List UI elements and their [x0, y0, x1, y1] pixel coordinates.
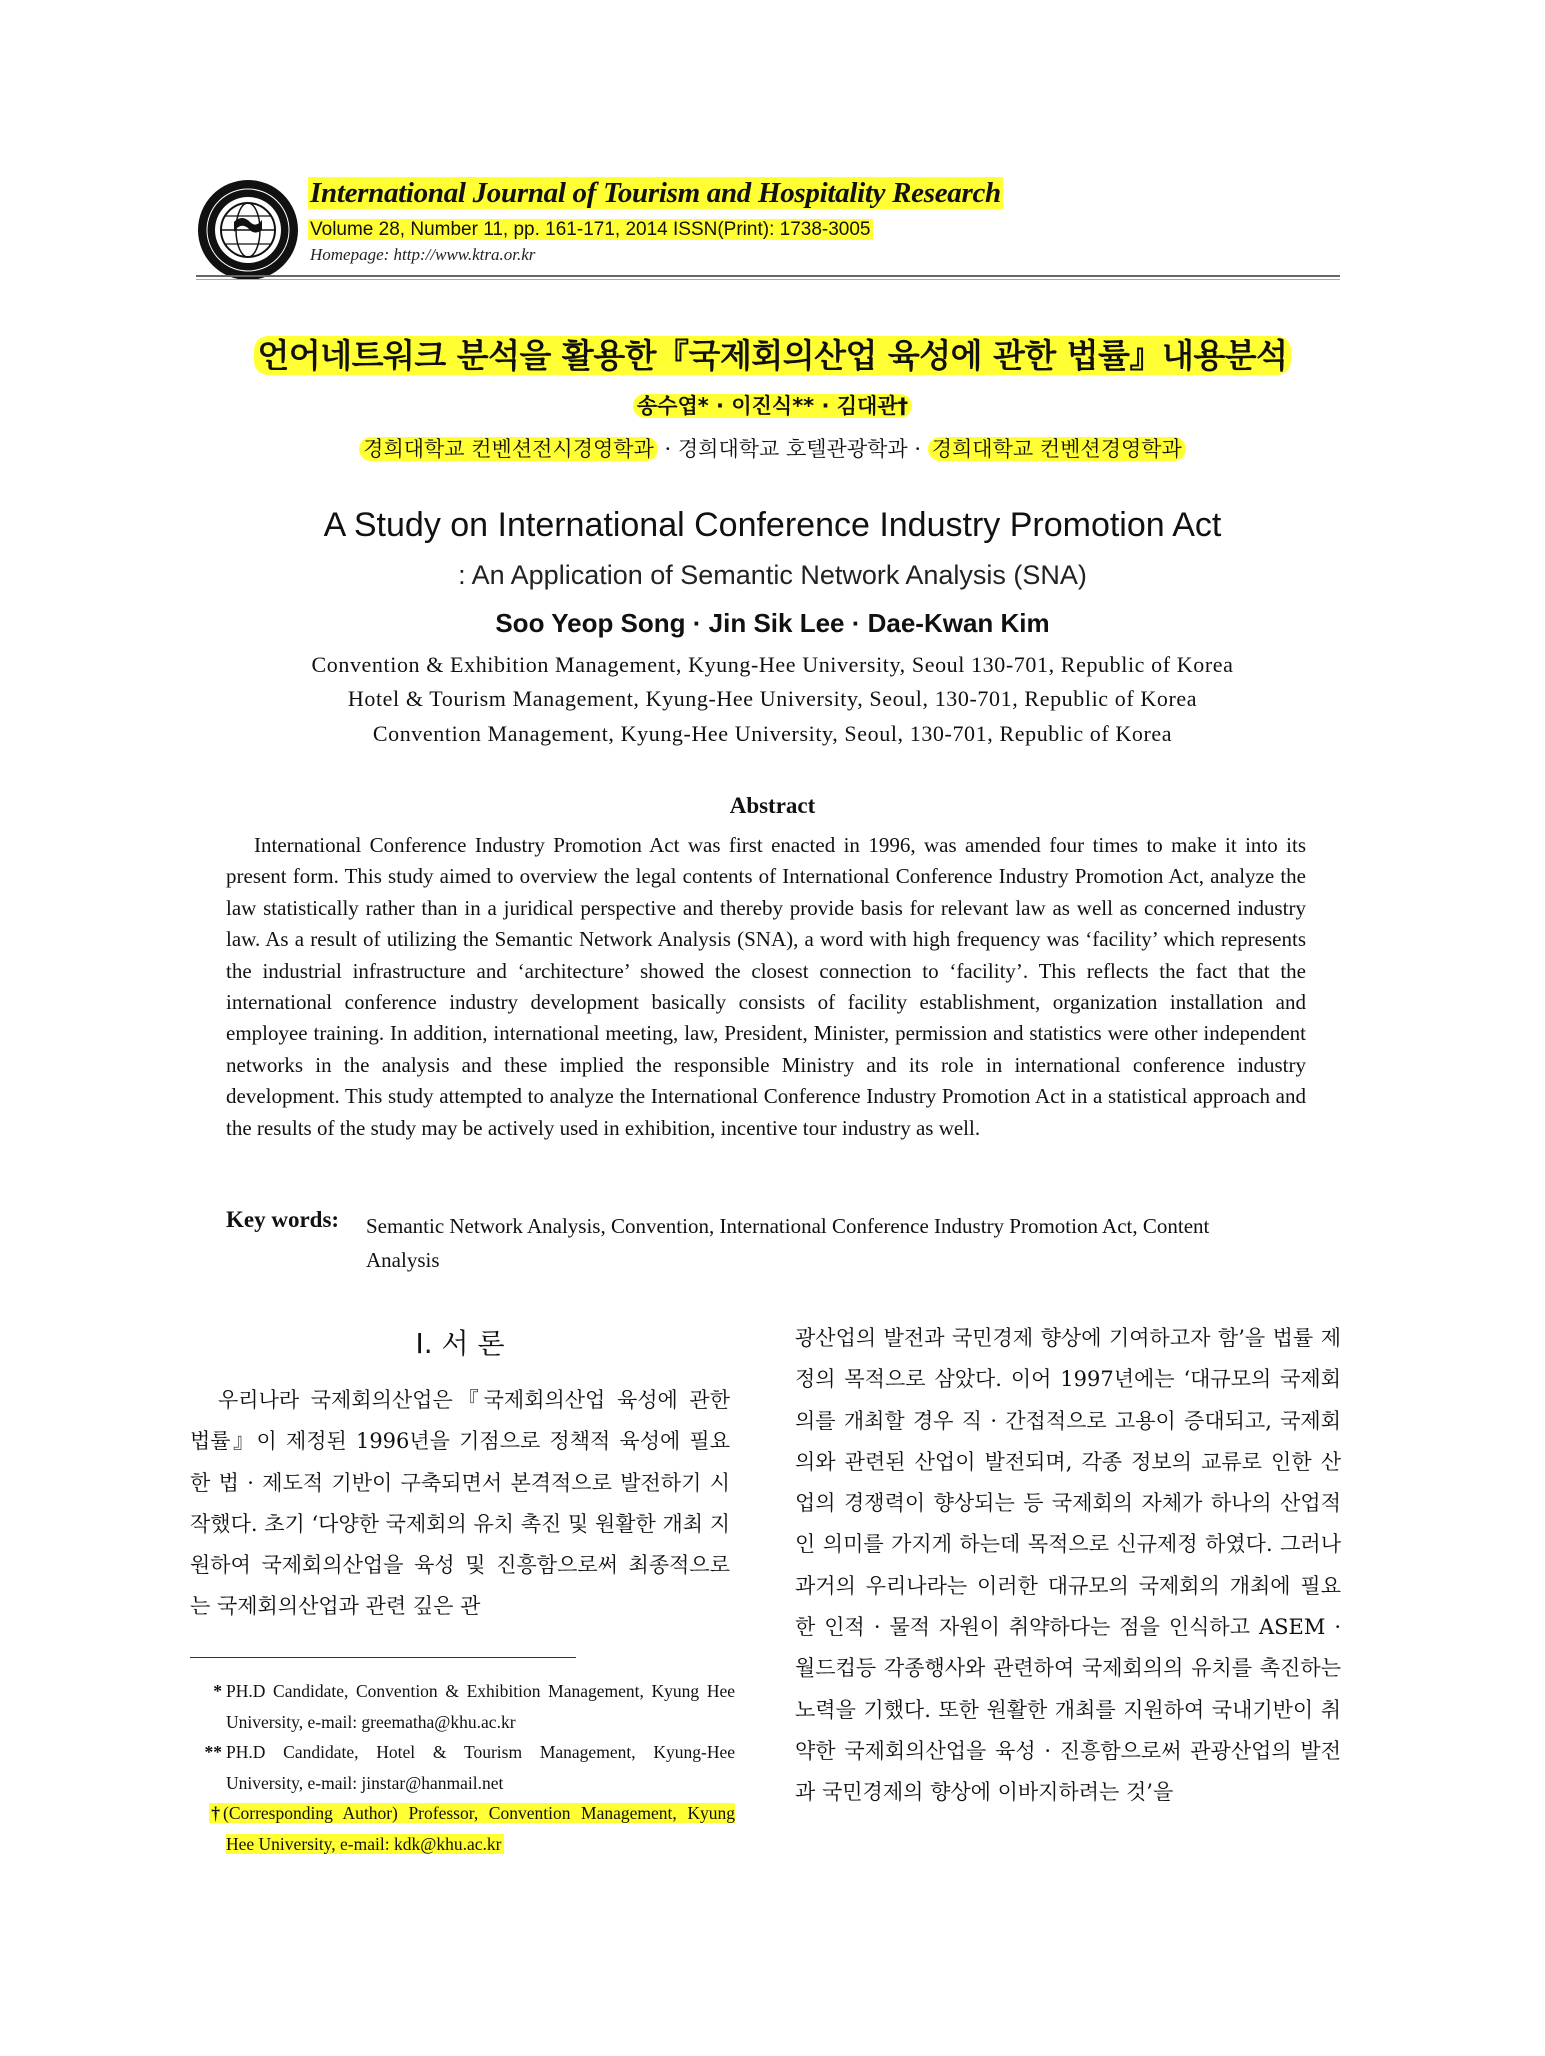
- footnote-mark: †: [211, 1803, 220, 1823]
- english-affiliation: Convention & Exhibition Management, Kyung-Hee University, Seoul 130-701, Republic of Korea: [311, 652, 1234, 677]
- korean-affiliations: 경희대학교 컨벤션전시경영학과 · 경희대학교 호텔관광학과 · 경희대학교 컨벤션경영학과: [0, 433, 1545, 463]
- footnote: [190, 1737, 735, 1798]
- header-divider: [196, 275, 1340, 280]
- english-affiliation: Convention Management, Kyung-Hee University, Seoul, 130-701, Republic of Korea: [372, 721, 1173, 746]
- korean-authors: 송수엽* · 이진식** · 김대관†: [0, 390, 1545, 420]
- journal-name: International Journal of Tourism and Hospitality Research: [310, 177, 1001, 209]
- abstract-text: International Conference Industry Promotion Act was first enacted in 1996, was amended four times to make it into its present form. This study aimed to overview the legal contents of International Conference Industry Promotion Act, analyze the law statistically rather than in a juridical perspective and thereby provide basis for relevant law as well as concerned industry law. As a result of utilizing the Semantic Network Analysis (SNA), a word with high frequency was ‘facility’ which represents the industrial infrastructure and ‘architecture’ showed the closest connection to ‘facility’. This reflects the fact that the international conference industry development basically consists of facility establishment, organization installation and employee training. In addition, international meeting, law, President, Minister, permission and statistics were other independent networks in the analysis and these implied the responsible Ministry and its role in international conference industry development. This study attempted to analyze the International Conference Industry Promotion Act in a statistical approach and the results of the study may be actively used in exhibition, incentive tour industry as well.: [226, 833, 1306, 1140]
- body-left-column: 우리나라 국제회의산업은『국제회의산업 육성에 관한 법률』이 제정된 1996년을 기점으로 정책적 육성에 필요한 법 · 제도적 기반이 구축되면서 본격적으로 발전하기 시작했다. 초기 ‘다양한 국제회의 유치 촉진 및 원활한 개최 지원하여 국제회의산업을 육성 및 진흥함으로써 최종적으로는 국제회의산업과 관련 깊은 관: [190, 1388, 731, 1619]
- english-affiliation: Hotel & Tourism Management, Kyung-Hee University, Seoul, 130-701, Republic of Korea: [347, 686, 1198, 711]
- footnote-text: PH.D Candidate, Hotel & Tourism Management, Kyung-Hee University, e-mail: jinstar@hanmail.net: [226, 1742, 735, 1793]
- korean-affiliation-2: 경희대학교 호텔관광학과: [677, 437, 908, 461]
- footnote-corresponding-author: [190, 1798, 735, 1859]
- keywords-text: Semantic Network Analysis, Convention, International Conference Industry Promotion Act, Content Analysis: [366, 1214, 1210, 1272]
- journal-volume-line: Volume 28, Number 11, pp. 161-171, 2014 ISSN(Print): 1738-3005: [310, 219, 871, 240]
- keywords-label: Key words:: [226, 1207, 340, 1232]
- abstract-heading: Abstract: [729, 793, 816, 818]
- footnote-mark: **: [204, 1742, 222, 1762]
- english-subtitle: : An Application of Semantic Network Analysis (SNA): [458, 560, 1087, 590]
- footnote-divider: [190, 1657, 576, 1658]
- footnote-text: (Corresponding Author) Professor, Convention Management, Kyung Hee University, e-mail: kdk@khu.ac.kr: [220, 1803, 735, 1854]
- english-title: A Study on International Conference Industry Promotion Act: [323, 506, 1222, 544]
- journal-homepage: Homepage: http://www.ktra.or.kr: [310, 245, 536, 264]
- korean-affiliation-3: 경희대학교 컨벤션경영학과: [928, 437, 1186, 461]
- english-authors: Soo Yeop Song · Jin Sik Lee · Dae-Kwan Kim: [495, 608, 1050, 638]
- korean-affiliation-1: 경희대학교 컨벤션전시경영학과: [359, 437, 658, 461]
- footnote: [190, 1676, 735, 1737]
- footnotes: [190, 1676, 735, 1859]
- footnote-text: PH.D Candidate, Convention & Exhibition Management, Kyung Hee University, e-mail: greematha@khu.ac.kr: [226, 1681, 735, 1732]
- korean-title: 언어네트워크 분석을 활용한『국제회의산업 육성에 관한 법률』내용분석: [0, 330, 1545, 377]
- body-right-column: 광산업의 발전과 국민경제 향상에 기여하고자 함’을 법률 제정의 목적으로 삼았다. 이어 1997년에는 ‘대규모의 국제회의를 개최할 경우 직 · 간접적으로 고용이 증대되고, 국제회의와 관련된 산업이 발전되며, 각종 정보의 교류로 인한 산업의 경쟁력이 향상되는 등 국제회의 자체가 하나의 산업적인 의미를 가지게 하는데 목적으로 신규제정 하였다. 그러나 과거의 우리나라는 이러한 대규모의 국제회의 개최에 필요한 인적 · 물적 자원이 취약하다는 점을 인식하고 ASEM · 월드컵등 각종행사와 관련하여 국제회의의 유치를 촉진하는 노력을 기했다. 또한 원활한 개최를 지원하여 국내기반이 취약한 국제회의산업을 육성 · 진흥함으로써 관광산업의 발전과 국민경제의 향상에 이바지하려는 것’을: [795, 1326, 1341, 1805]
- footnote-mark: *: [213, 1681, 222, 1701]
- journal-logo: [196, 178, 300, 282]
- section-heading: Ⅰ. 서 론: [415, 1327, 505, 1360]
